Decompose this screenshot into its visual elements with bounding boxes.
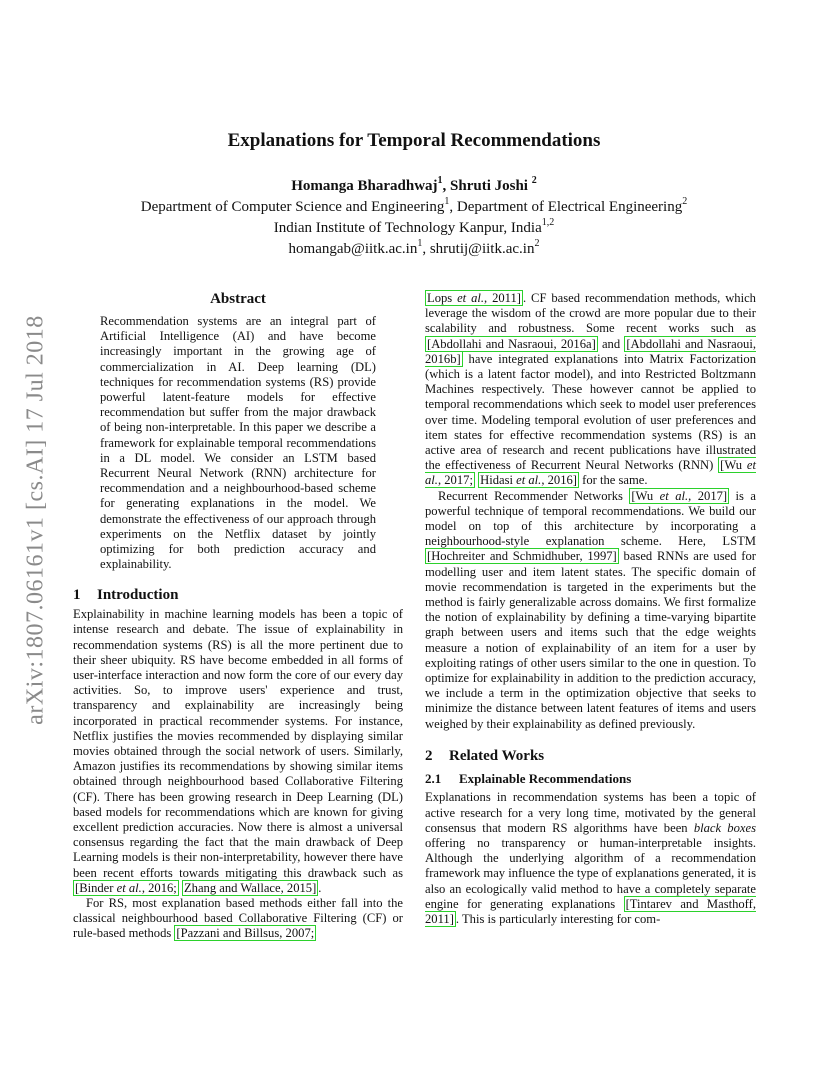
citation-link[interactable]: [Binder et al., 2016; [75, 880, 177, 895]
abstract-section [100, 291, 376, 572]
citation-link[interactable]: [Pazzani and Billsus, 2007; [176, 926, 315, 941]
left-column-body [73, 588, 403, 942]
citation-link[interactable]: [Tintarev and Masthoff, 2011] [425, 896, 756, 926]
author-2-affiliation-mark: 2 [531, 175, 537, 186]
section-2-heading: 2 Related Works [425, 747, 545, 764]
email-2: shrutij@iitk.ac.in [429, 241, 535, 257]
citation-link[interactable]: [Hochreiter and Schmidhuber, 1997] [427, 549, 617, 564]
author-2-name: Shruti Joshi [450, 178, 528, 194]
citation-link[interactable]: Lops et al., 2011] [427, 291, 521, 305]
citation-link[interactable]: [Abdollahi and Nasraoui, 2016b] [425, 336, 757, 366]
author-names [0, 176, 828, 197]
author-1-affiliation-mark: 1 [437, 175, 443, 186]
author-1-name: Homanga Bharadhwaj [291, 178, 438, 194]
author-affiliations: Department of Computer Science and Engineering$^1$, Department of Electrical Engineering$^2$ [140, 196, 688, 215]
intro-paragraph-1: Explainability in machine learning models has been a topic of intense research and debate. The issue of explainability in recommendation systems (RS) is all the more pertinent due to their sheer ubiquity. RS have become embedded in all forms of user-interface interaction and now form the core of our every day activities. So, to improve users' experience and trust, transparency and explainability are increasingly being incorporated in practical recommender systems. For instance, Netflix justifies the movies recommended by displaying similar movies obtained through the social network of users. Similarly, Amazon justifies its recommendations by showing similar items obtained through neighbourhood based Collaborative Filtering (CF). There has been growing research in Deep Learning (DL) based models for recommendations which are known for giving excellent prediction accuracies. Now there is almost a universal consensus regarding the fact that the main drawback of Deep Learning models is their non-interpretability, however there have been recent efforts towards mitigating this drawback such as [Binder et al., 2016; Zhang and Wallace, 2015] . [73, 607, 403, 895]
department-2: Department of Electrical Engineering [456, 199, 683, 215]
section-1-heading: 1 Introduction [73, 587, 179, 603]
institute: Indian Institute of Technology Kanpur, India$^{1,2}$ [273, 217, 555, 236]
author-emails: $homangab@iitk.ac.in^1$, $shrutij@iitk.ac.in^2$ [288, 238, 540, 257]
citation-link[interactable]: [Wu et al., 2017] [631, 488, 728, 503]
right-column-body [425, 291, 756, 927]
paper-title: Explanations for Temporal Recommendations [227, 130, 601, 151]
related-works-paragraph: Explanations in recommendation systems has been a topic of active research for a very long time, motivated by the general consensus that modern RS algorithms have been black boxes offering no transparency or human-interpretable insights. Although the underlying algorithm of a recommendation framework may influence the type of explanations generated, it is also an ecologically valid method to have a completely separate engine for generating explanations [Tintarev and Masthoff, 2011] . This is particularly interesting for com- [425, 790, 756, 926]
department-1: Department of Computer Science and Engineering [140, 199, 445, 215]
arxiv-identifier-text: arXiv:1807.06161v1 [cs.AI] 17 Jul 2018 [22, 315, 49, 725]
author-block [0, 176, 828, 260]
abstract-text: Recommendation systems are an integral part of Artificial Intelligence (AI) and have become increasingly important in the growing age of commercialization in AI. Deep learning (DL) techniques for recommendation systems (RS) provide powerful latent-feature models for effective recommendation but suffer from the major drawback of being non-interpretable. In this paper we describe a framework for explainable temporal recommendations in a DL model. We consider an LSTM based Recurrent Neural Network (RNN) architecture for recommendation and a neighbourhood-based scheme for generating explanations in the model. We demonstrate the effectiveness of our approach through experiments on the Netflix dataset by jointly optimizing for both prediction accuracy and explainability. [100, 314, 376, 572]
intro-paragraph-2: For RS, most explanation based methods either fall into the classical neighbourhood based Collaborative Filtering (CF) or rule-based methods [Pazzani and Billsus, 2007; [73, 896, 403, 941]
intro-paragraph-3: Recurrent Recommender Networks [Wu et al., 2017] is a powerful technique of temporal recommendations. We build our model on top of this architecture by incorporating a neighbourhood-style explanation scheme. Here, LSTM [Hochreiter and Schmidhuber, 1997] based RNNs are used for modelling user and item latent states. The specific domain of movie recommendation is targeted in the experiments but the method is fairly generalizable across domains. We first formalize the notion of explainability by defining a time-varying bipartite graph between users and items such that the edge weights measure a notion of explainability of an item for a user by exploiting ratings of other users similar to the one in question. To optimize for explainability in addition to the prediction accuracy, we include a term in the optimization objective that seeks to minimize the distance between latent features of items and users weighed by their explainability as defined previously. [425, 488, 756, 731]
email-1: homangab@iitk.ac.in [288, 241, 418, 257]
author-separator: , [442, 178, 451, 194]
abstract-heading: Abstract [210, 291, 266, 307]
citation-link[interactable]: [Wu et al., 2017; [425, 458, 756, 488]
subsection-2-1-heading: 2.1 Explainable Recommendations [425, 771, 632, 787]
arxiv-identifier-stamp [16, 260, 56, 780]
intro-paragraph-2-continued: Lops et al., 2011] . CF based recommendation methods, which leverage the wisdom of the crowd are more popular due to their scalability and robustness. Some recent works such as [Abdollahi and Nasraoui, 2016a] and [Abdollahi and Nasraoui, 2016b] have integrated explanations into Matrix Factorization (which is a latent factor model), and into Restricted Boltzmann Machines respectively. These however cannot be applied to temporal recommendations which seek to model user preferences over time. Modeling temporal evolution of user preferences and item states for effective recommendation systems (RS) is an active area of research and recent publications have illustrated the effectiveness of Recurrent Neural Networks (RNN) [Wu et al., 2017; Hidasi et al., 2016] for the same. [425, 291, 757, 488]
citation-link[interactable]: [Abdollahi and Nasraoui, 2016a] [427, 336, 596, 351]
citation-link[interactable]: Zhang and Wallace, 2015] [183, 880, 317, 895]
citation-link[interactable]: Hidasi et al., 2016] [480, 473, 577, 488]
